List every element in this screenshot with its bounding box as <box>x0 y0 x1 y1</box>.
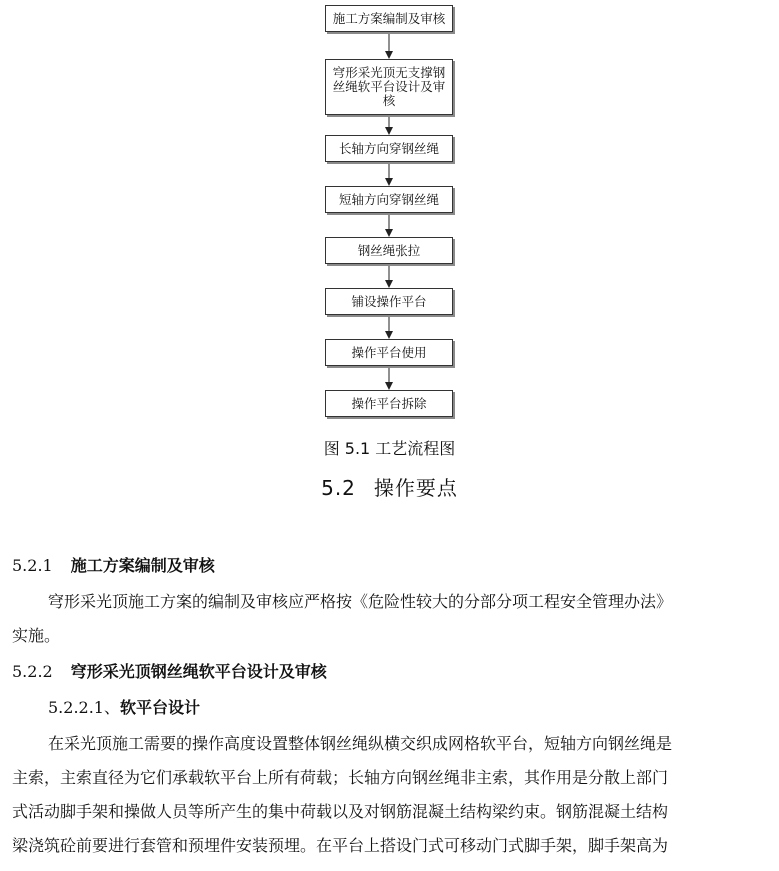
figure-caption: 图 5.1 工艺流程图 <box>323 439 456 458</box>
subsection-title: 施工方案编制及审核 <box>70 556 215 575</box>
subsection-number: 5.2.2 <box>12 662 53 681</box>
section-title: 操作要点 <box>373 476 458 500</box>
paragraph-line: 实施。 <box>12 626 61 645</box>
flow-step-4: 短轴方向穿钢丝绳 <box>325 186 453 213</box>
subsection-title: 穹形采光顶钢丝绳软平台设计及审核 <box>70 662 327 681</box>
subsection-heading-5-2-2 <box>12 662 327 682</box>
flow-step-1: 施工方案编制及审核 <box>325 5 453 32</box>
flow-step-6: 铺设操作平台 <box>325 288 453 315</box>
subsubsection-title: 软平台设计 <box>119 698 200 717</box>
subsubsection-number: 5.2.2.1、 <box>48 698 120 717</box>
flow-step-3: 长轴方向穿钢丝绳 <box>325 135 453 162</box>
process-flowchart <box>0 0 779 430</box>
paragraph-line: 梁浇筑砼前要进行套管和预埋件安装预埋。在平台上搭设门式可移动门式脚手架，脚手架高为 <box>12 836 669 855</box>
section-number: 5.2 <box>321 476 356 500</box>
flow-step-5: 钢丝绳张拉 <box>325 237 453 264</box>
flow-step-2: 穹形采光顶无支撑钢丝绳软平台设计及审核 <box>325 59 453 115</box>
paragraph-line: 在采光顶施工需要的操作高度设置整体钢丝绳纵横交织成网格软平台，短轴方向钢丝绳是 <box>48 734 673 753</box>
subsection-number: 5.2.1 <box>12 556 53 575</box>
flow-step-7: 操作平台使用 <box>325 339 453 366</box>
paragraph-line: 式活动脚手架和操做人员等所产生的集中荷载以及对钢筋混凝土结构梁约束。钢筋混凝土结构 <box>12 802 669 821</box>
flow-step-8: 操作平台拆除 <box>325 390 453 417</box>
subsection-heading-5-2-1 <box>12 556 215 576</box>
paragraph-line: 主索，主索直径为它们承载软平台上所有荷载；长轴方向钢丝绳非主索，其作用是分散上部门 <box>12 768 669 787</box>
paragraph-line: 穹形采光顶施工方案的编制及审核应严格按《危险性较大的分部分项工程安全管理办法》 <box>48 592 673 611</box>
subsubsection-heading-5-2-2-1 <box>48 698 200 718</box>
section-heading <box>0 472 779 501</box>
